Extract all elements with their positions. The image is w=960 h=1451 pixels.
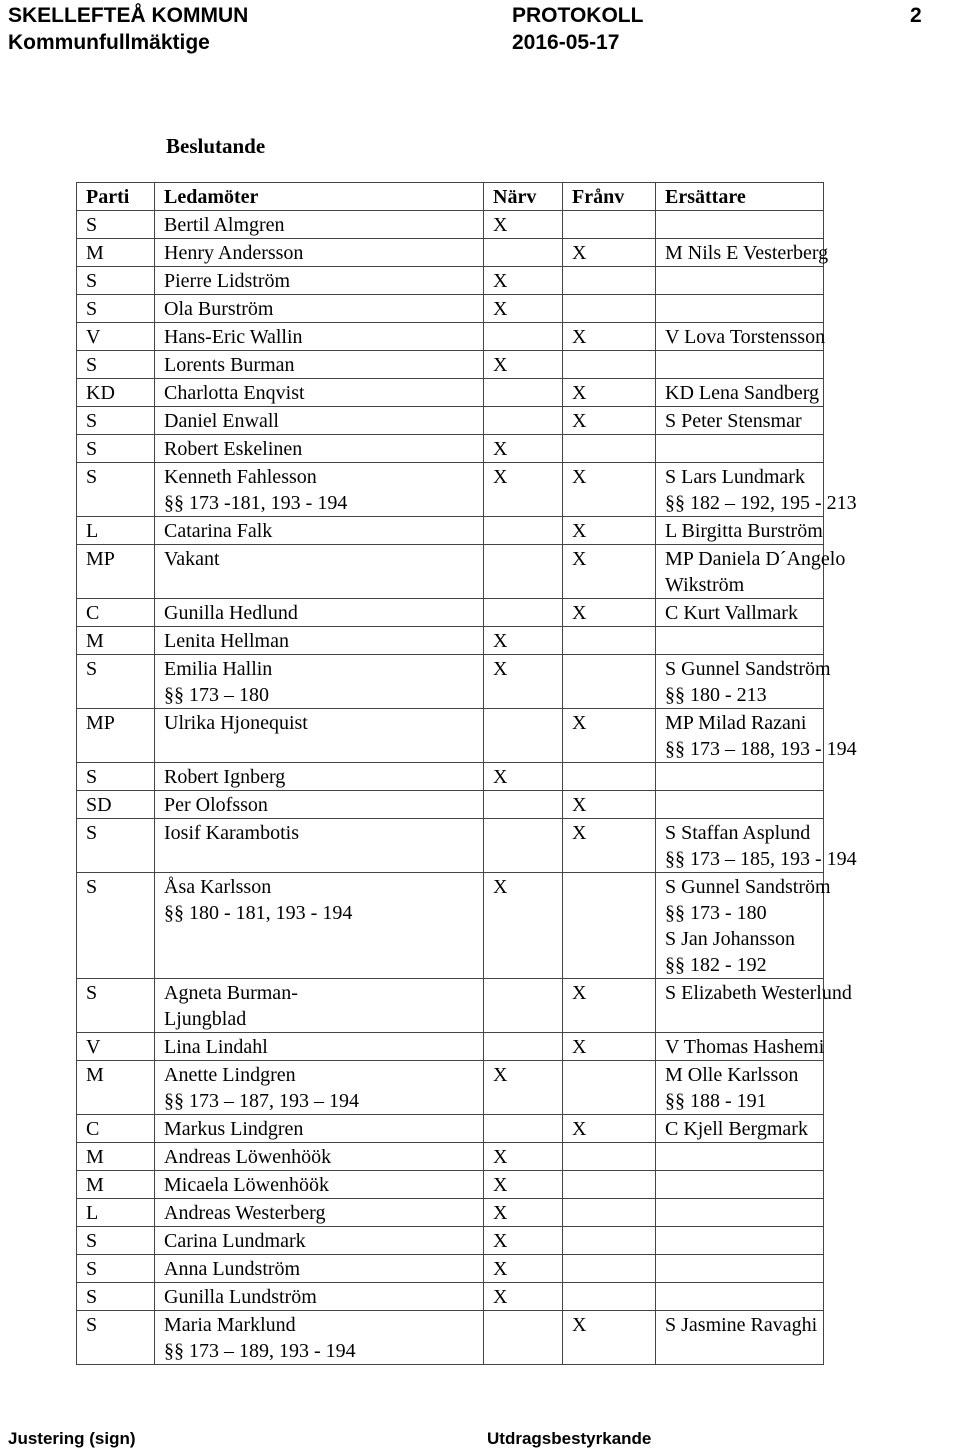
party-cell: MP bbox=[77, 709, 155, 763]
column-header-narv: Närv bbox=[484, 183, 563, 211]
substitute-cell bbox=[656, 709, 857, 763]
substitute-cell-line: §§ 173 – 185, 193 - 194 bbox=[665, 848, 857, 870]
member-cell-line: Kenneth Fahlesson bbox=[164, 466, 317, 488]
absent-mark bbox=[563, 295, 656, 323]
member-cell-line: Emilia Hallin bbox=[164, 658, 273, 680]
absent-mark bbox=[563, 1283, 656, 1311]
table-row bbox=[77, 627, 824, 655]
substitute-cell bbox=[656, 463, 857, 517]
column-header-franv: Frånv bbox=[563, 183, 656, 211]
member-cell bbox=[155, 599, 484, 627]
header-date: 2016-05-17 bbox=[512, 31, 620, 54]
absent-mark: X bbox=[563, 979, 656, 1033]
substitute-cell-line: §§ 182 - 192 bbox=[665, 954, 767, 976]
substitute-cell bbox=[656, 1199, 824, 1227]
party-cell: S bbox=[77, 763, 155, 791]
present-mark bbox=[484, 1033, 563, 1061]
member-cell-line: Hans-Eric Wallin bbox=[164, 326, 303, 348]
member-cell-line: §§ 173 – 180 bbox=[164, 684, 269, 706]
party-cell: C bbox=[77, 599, 155, 627]
member-cell bbox=[155, 1171, 484, 1199]
absent-mark bbox=[563, 267, 656, 295]
member-cell-line: Andreas Westerberg bbox=[164, 1202, 326, 1224]
table-row bbox=[77, 763, 824, 791]
member-cell-line: Maria Marklund bbox=[164, 1314, 296, 1336]
substitute-cell-line: L Birgitta Burström bbox=[665, 520, 823, 542]
substitute-cell-line: Wikström bbox=[665, 574, 745, 596]
member-cell bbox=[155, 211, 484, 239]
party-cell: MP bbox=[77, 545, 155, 599]
member-cell-line: Anna Lundström bbox=[164, 1258, 301, 1280]
member-cell bbox=[155, 1227, 484, 1255]
present-mark: X bbox=[484, 435, 563, 463]
table-row bbox=[77, 655, 824, 709]
member-cell-line: Ljungblad bbox=[164, 1008, 247, 1030]
present-mark: X bbox=[484, 1283, 563, 1311]
substitute-cell bbox=[656, 435, 824, 463]
party-cell: L bbox=[77, 1199, 155, 1227]
substitute-cell bbox=[656, 979, 852, 1033]
table-row bbox=[77, 599, 824, 627]
member-cell bbox=[155, 655, 484, 709]
table-header-row bbox=[77, 183, 824, 211]
member-cell-line: Micaela Löwenhöök bbox=[164, 1174, 329, 1196]
member-cell bbox=[155, 1283, 484, 1311]
present-mark bbox=[484, 407, 563, 435]
substitute-cell-line: §§ 173 – 188, 193 - 194 bbox=[665, 738, 857, 760]
substitute-cell bbox=[656, 819, 857, 873]
member-cell-line: Lina Lindahl bbox=[164, 1036, 268, 1058]
substitute-cell-line: S Jan Johansson bbox=[665, 928, 796, 950]
substitute-cell bbox=[656, 627, 824, 655]
absent-mark bbox=[563, 655, 656, 709]
substitute-cell bbox=[656, 323, 824, 351]
table-row bbox=[77, 211, 824, 239]
table-row bbox=[77, 1171, 824, 1199]
member-cell-line: §§ 173 -181, 193 - 194 bbox=[164, 492, 348, 514]
member-cell bbox=[155, 295, 484, 323]
member-cell bbox=[155, 979, 484, 1033]
member-cell-line: Agneta Burman- bbox=[164, 982, 298, 1004]
member-cell-line: Åsa Karlsson bbox=[164, 876, 272, 898]
table-row bbox=[77, 351, 824, 379]
absent-mark bbox=[563, 351, 656, 379]
party-cell: M bbox=[77, 1061, 155, 1115]
member-cell bbox=[155, 351, 484, 379]
substitute-cell-line: C Kurt Vallmark bbox=[665, 602, 798, 624]
table-row bbox=[77, 517, 824, 545]
absent-mark: X bbox=[563, 709, 656, 763]
absent-mark: X bbox=[563, 407, 656, 435]
absent-mark bbox=[563, 1255, 656, 1283]
header-org: SKELLEFTEÅ KOMMUN bbox=[8, 4, 249, 27]
absent-mark bbox=[563, 1199, 656, 1227]
table-row bbox=[77, 267, 824, 295]
present-mark: X bbox=[484, 267, 563, 295]
member-cell bbox=[155, 819, 484, 873]
absent-mark: X bbox=[563, 239, 656, 267]
member-cell-line: Pierre Lidström bbox=[164, 270, 291, 292]
table-row bbox=[77, 1033, 824, 1061]
member-cell-line: Charlotta Enqvist bbox=[164, 382, 305, 404]
member-cell bbox=[155, 517, 484, 545]
party-cell: M bbox=[77, 1143, 155, 1171]
party-cell: S bbox=[77, 463, 155, 517]
table-row bbox=[77, 791, 824, 819]
member-cell-line: Bertil Almgren bbox=[164, 214, 285, 236]
member-cell-line: Lenita Hellman bbox=[164, 630, 289, 652]
substitute-cell bbox=[656, 239, 829, 267]
member-cell bbox=[155, 1199, 484, 1227]
table-row bbox=[77, 1283, 824, 1311]
member-cell-line: Carina Lundmark bbox=[164, 1230, 306, 1252]
absent-mark bbox=[563, 435, 656, 463]
substitute-cell-line: MP Milad Razani bbox=[665, 712, 807, 734]
page-number: 2 bbox=[910, 4, 922, 27]
substitute-cell-line: §§ 188 - 191 bbox=[665, 1090, 767, 1112]
absent-mark bbox=[563, 1143, 656, 1171]
substitute-cell-line: V Thomas Hashemi bbox=[665, 1036, 825, 1058]
substitute-cell bbox=[656, 295, 824, 323]
substitute-cell bbox=[656, 873, 831, 979]
substitute-cell-line: V Lova Torstensson bbox=[665, 326, 826, 348]
member-cell-line: Gunilla Lundström bbox=[164, 1286, 317, 1308]
present-mark: X bbox=[484, 211, 563, 239]
substitute-cell-line: S Jasmine Ravaghi bbox=[665, 1314, 818, 1336]
present-mark bbox=[484, 979, 563, 1033]
table-row bbox=[77, 407, 824, 435]
present-mark bbox=[484, 517, 563, 545]
substitute-cell-line: §§ 173 - 180 bbox=[665, 902, 767, 924]
member-cell-line: Gunilla Hedlund bbox=[164, 602, 298, 624]
table-row bbox=[77, 323, 824, 351]
substitute-cell-line: C Kjell Bergmark bbox=[665, 1118, 808, 1140]
party-cell: SD bbox=[77, 791, 155, 819]
present-mark: X bbox=[484, 1227, 563, 1255]
substitute-cell bbox=[656, 1227, 824, 1255]
absent-mark: X bbox=[563, 1311, 656, 1365]
member-cell bbox=[155, 873, 484, 979]
member-cell-line: Lorents Burman bbox=[164, 354, 295, 376]
party-cell: S bbox=[77, 1283, 155, 1311]
substitute-cell bbox=[656, 1033, 824, 1061]
column-header-ledamoter: Ledamöter bbox=[155, 183, 484, 211]
substitute-cell-line: S Staffan Asplund bbox=[665, 822, 811, 844]
table-row bbox=[77, 435, 824, 463]
member-cell bbox=[155, 627, 484, 655]
substitute-cell-line: S Elizabeth Westerlund bbox=[665, 982, 852, 1004]
party-cell: S bbox=[77, 655, 155, 709]
present-mark: X bbox=[484, 763, 563, 791]
present-mark bbox=[484, 709, 563, 763]
substitute-cell-line: S Gunnel Sandström bbox=[665, 658, 831, 680]
member-cell-line: Henry Andersson bbox=[164, 242, 304, 264]
absent-mark: X bbox=[563, 463, 656, 517]
substitute-cell bbox=[656, 351, 824, 379]
table-row bbox=[77, 1199, 824, 1227]
absent-mark bbox=[563, 1061, 656, 1115]
table-row bbox=[77, 545, 824, 599]
absent-mark: X bbox=[563, 791, 656, 819]
substitute-cell bbox=[656, 655, 831, 709]
substitute-cell bbox=[656, 407, 824, 435]
member-cell bbox=[155, 791, 484, 819]
substitute-cell-line: §§ 180 - 213 bbox=[665, 684, 767, 706]
party-cell: S bbox=[77, 435, 155, 463]
absent-mark bbox=[563, 873, 656, 979]
party-cell: V bbox=[77, 1033, 155, 1061]
party-cell: M bbox=[77, 1171, 155, 1199]
member-cell-line: §§ 180 - 181, 193 - 194 bbox=[164, 902, 353, 924]
substitute-cell bbox=[656, 1255, 824, 1283]
party-cell: S bbox=[77, 211, 155, 239]
member-cell-line: Catarina Falk bbox=[164, 520, 273, 542]
table-row bbox=[77, 979, 824, 1033]
member-cell-line: Iosif Karambotis bbox=[164, 822, 299, 844]
table-row bbox=[77, 819, 824, 873]
column-header-parti: Parti bbox=[77, 183, 155, 211]
member-cell bbox=[155, 1255, 484, 1283]
party-cell: S bbox=[77, 873, 155, 979]
absent-mark: X bbox=[563, 599, 656, 627]
substitute-cell bbox=[656, 763, 824, 791]
table-row bbox=[77, 379, 824, 407]
member-cell-line: Daniel Enwall bbox=[164, 410, 279, 432]
present-mark bbox=[484, 1115, 563, 1143]
table-row bbox=[77, 463, 824, 517]
member-cell-line: Ulrika Hjonequist bbox=[164, 712, 308, 734]
table-row bbox=[77, 1143, 824, 1171]
present-mark bbox=[484, 545, 563, 599]
absent-mark: X bbox=[563, 323, 656, 351]
substitute-cell bbox=[656, 545, 846, 599]
party-cell: C bbox=[77, 1115, 155, 1143]
present-mark: X bbox=[484, 1171, 563, 1199]
present-mark: X bbox=[484, 627, 563, 655]
present-mark bbox=[484, 323, 563, 351]
present-mark: X bbox=[484, 463, 563, 517]
present-mark bbox=[484, 791, 563, 819]
table-row bbox=[77, 295, 824, 323]
present-mark: X bbox=[484, 1255, 563, 1283]
member-cell bbox=[155, 407, 484, 435]
member-cell bbox=[155, 463, 484, 517]
member-cell bbox=[155, 435, 484, 463]
present-mark bbox=[484, 819, 563, 873]
party-cell: S bbox=[77, 1311, 155, 1365]
member-cell bbox=[155, 1311, 484, 1365]
substitute-cell bbox=[656, 379, 824, 407]
section-title: Beslutande bbox=[166, 134, 266, 158]
member-cell-line: Robert Ignberg bbox=[164, 766, 286, 788]
absent-mark: X bbox=[563, 819, 656, 873]
member-cell bbox=[155, 1033, 484, 1061]
substitute-cell bbox=[656, 1171, 824, 1199]
substitute-cell bbox=[656, 599, 824, 627]
header-doc-type: PROTOKOLL bbox=[512, 4, 644, 27]
table-row bbox=[77, 1255, 824, 1283]
member-cell-line: Ola Burström bbox=[164, 298, 274, 320]
attendance-table bbox=[76, 182, 857, 1365]
member-cell bbox=[155, 239, 484, 267]
table-row bbox=[77, 1311, 824, 1365]
party-cell: S bbox=[77, 295, 155, 323]
absent-mark bbox=[563, 627, 656, 655]
member-cell bbox=[155, 267, 484, 295]
present-mark: X bbox=[484, 873, 563, 979]
party-cell: KD bbox=[77, 379, 155, 407]
footer-extract-label: Utdragsbestyrkande bbox=[487, 1429, 652, 1448]
member-cell bbox=[155, 1061, 484, 1115]
member-cell-line: Per Olofsson bbox=[164, 794, 268, 816]
table-row bbox=[77, 873, 824, 979]
member-cell bbox=[155, 323, 484, 351]
present-mark: X bbox=[484, 351, 563, 379]
member-cell bbox=[155, 709, 484, 763]
present-mark bbox=[484, 379, 563, 407]
absent-mark bbox=[563, 1171, 656, 1199]
substitute-cell bbox=[656, 1061, 824, 1115]
substitute-cell bbox=[656, 1283, 824, 1311]
present-mark: X bbox=[484, 1199, 563, 1227]
absent-mark: X bbox=[563, 1115, 656, 1143]
member-cell-line: Anette Lindgren bbox=[164, 1064, 296, 1086]
present-mark bbox=[484, 1311, 563, 1365]
party-cell: S bbox=[77, 1227, 155, 1255]
member-cell-line: §§ 173 – 189, 193 - 194 bbox=[164, 1340, 356, 1362]
party-cell: L bbox=[77, 517, 155, 545]
substitute-cell bbox=[656, 1115, 824, 1143]
table-row bbox=[77, 1227, 824, 1255]
substitute-cell-line: KD Lena Sandberg bbox=[665, 382, 820, 404]
substitute-cell-line: S Gunnel Sandström bbox=[665, 876, 831, 898]
member-cell bbox=[155, 379, 484, 407]
absent-mark: X bbox=[563, 517, 656, 545]
substitute-cell bbox=[656, 267, 824, 295]
member-cell-line: Vakant bbox=[164, 548, 220, 570]
substitute-cell-line: S Peter Stensmar bbox=[665, 410, 802, 432]
table-body bbox=[77, 211, 857, 1365]
party-cell: S bbox=[77, 407, 155, 435]
substitute-cell bbox=[656, 1311, 824, 1365]
present-mark bbox=[484, 599, 563, 627]
party-cell: S bbox=[77, 351, 155, 379]
absent-mark: X bbox=[563, 1033, 656, 1061]
substitute-cell-line: M Olle Karlsson bbox=[665, 1064, 799, 1086]
table-row bbox=[77, 239, 824, 267]
party-cell: S bbox=[77, 979, 155, 1033]
member-cell bbox=[155, 1143, 484, 1171]
absent-mark bbox=[563, 763, 656, 791]
absent-mark: X bbox=[563, 379, 656, 407]
party-cell: S bbox=[77, 819, 155, 873]
substitute-cell bbox=[656, 1143, 824, 1171]
header-body: Kommunfullmäktige bbox=[8, 31, 210, 54]
absent-mark bbox=[563, 1227, 656, 1255]
table-row bbox=[77, 709, 824, 763]
absent-mark: X bbox=[563, 545, 656, 599]
member-cell bbox=[155, 763, 484, 791]
substitute-cell bbox=[656, 517, 824, 545]
column-header-ersattare: Ersättare bbox=[656, 183, 824, 211]
member-cell-line: Markus Lindgren bbox=[164, 1118, 304, 1140]
party-cell: V bbox=[77, 323, 155, 351]
present-mark: X bbox=[484, 295, 563, 323]
party-cell: M bbox=[77, 239, 155, 267]
member-cell bbox=[155, 545, 484, 599]
absent-mark bbox=[563, 211, 656, 239]
substitute-cell-line: §§ 182 – 192, 195 - 213 bbox=[665, 492, 857, 514]
party-cell: S bbox=[77, 1255, 155, 1283]
footer-signature-label: Justering (sign) bbox=[8, 1429, 136, 1448]
member-cell-line: Robert Eskelinen bbox=[164, 438, 303, 460]
substitute-cell bbox=[656, 791, 824, 819]
table-row bbox=[77, 1061, 824, 1115]
member-cell-line: Andreas Löwenhöök bbox=[164, 1146, 332, 1168]
substitute-cell-line: MP Daniela D´Angelo bbox=[665, 548, 846, 570]
member-cell bbox=[155, 1115, 484, 1143]
substitute-cell-line: M Nils E Vesterberg bbox=[665, 242, 829, 264]
substitute-cell bbox=[656, 211, 824, 239]
present-mark: X bbox=[484, 655, 563, 709]
table-row bbox=[77, 1115, 824, 1143]
substitute-cell-line: S Lars Lundmark bbox=[665, 466, 805, 488]
present-mark bbox=[484, 239, 563, 267]
party-cell: M bbox=[77, 627, 155, 655]
member-cell-line: §§ 173 – 187, 193 – 194 bbox=[164, 1090, 359, 1112]
party-cell: S bbox=[77, 267, 155, 295]
present-mark: X bbox=[484, 1143, 563, 1171]
present-mark: X bbox=[484, 1061, 563, 1115]
